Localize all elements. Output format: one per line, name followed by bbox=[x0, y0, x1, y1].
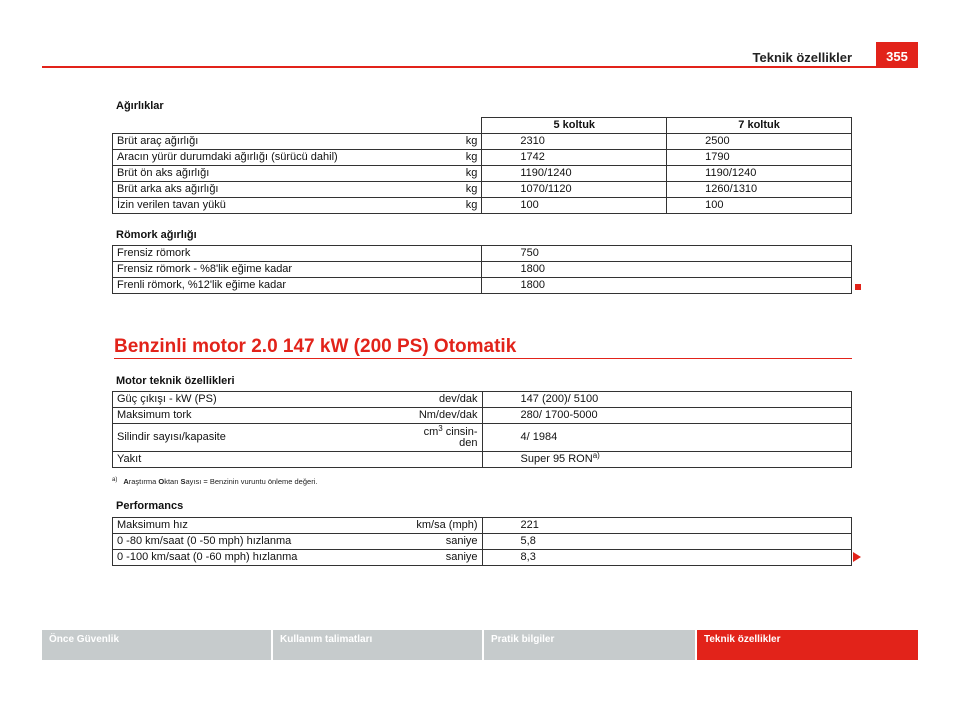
col-header-7-seat: 7 koltuk bbox=[667, 118, 852, 134]
row-label: Güç çıkışı - kW (PS) bbox=[117, 393, 217, 405]
unit-line-2: den bbox=[459, 436, 478, 449]
performance-label: Performancs bbox=[116, 500, 184, 512]
table-row bbox=[113, 550, 852, 566]
row-unit: dev/dak bbox=[439, 393, 478, 405]
row-label: Brüt arka aks ağırlığı bbox=[117, 183, 219, 195]
col-header-5-seat: 5 koltuk bbox=[482, 118, 667, 134]
value-5-seat: 100 bbox=[482, 198, 667, 214]
table-row bbox=[113, 424, 852, 452]
motor-label: Motor teknik özellikleri bbox=[116, 375, 235, 387]
continue-arrow-icon[interactable] bbox=[853, 552, 861, 562]
footnote-mark: a) bbox=[112, 477, 118, 483]
footnote-text: raştırma bbox=[128, 477, 159, 486]
row-value: 1800 bbox=[482, 262, 852, 278]
footnote-ref: a) bbox=[592, 451, 600, 460]
unit-cm: cm bbox=[423, 425, 439, 438]
footnote bbox=[112, 477, 317, 486]
value-5-seat: 1190/1240 bbox=[482, 166, 667, 182]
row-unit: kg bbox=[465, 199, 478, 211]
table-row bbox=[113, 150, 852, 166]
row-label: Frensiz römork bbox=[113, 246, 482, 262]
row-label-cell bbox=[113, 150, 482, 166]
row-unit: saniye bbox=[445, 535, 478, 547]
row-label-cell bbox=[113, 518, 483, 534]
row-unit: kg bbox=[465, 135, 478, 147]
table-row bbox=[113, 262, 852, 278]
footnote-bold: O bbox=[158, 477, 165, 486]
row-label: Silindir sayısı/kapasite bbox=[117, 431, 226, 443]
row-unit: kg bbox=[465, 151, 478, 163]
table-header-blank bbox=[113, 118, 482, 134]
table-row bbox=[113, 198, 852, 214]
trailer-label: Römork ağırlığı bbox=[116, 229, 197, 241]
row-label-cell bbox=[113, 182, 482, 198]
nav-tab-safety[interactable]: Önce Güvenlik bbox=[42, 630, 271, 660]
weights-label: Ağırlıklar bbox=[116, 100, 164, 112]
performance-table bbox=[112, 517, 852, 566]
value-7-seat: 100 bbox=[667, 198, 852, 214]
value-7-seat: 1790 bbox=[667, 150, 852, 166]
row-label: Frensiz römork - %8'lik eğime kadar bbox=[113, 262, 482, 278]
row-label: Brüt araç ağırlığı bbox=[117, 135, 199, 147]
value-7-seat: 1260/1310 bbox=[667, 182, 852, 198]
table-row bbox=[113, 182, 852, 198]
chapter-nav bbox=[42, 630, 918, 660]
row-value: 221 bbox=[482, 518, 851, 534]
row-value: 8,3 bbox=[482, 550, 851, 566]
section-end-square-icon bbox=[855, 284, 861, 290]
row-unit: km/sa (mph) bbox=[416, 519, 478, 531]
value-5-seat: 1070/1120 bbox=[482, 182, 667, 198]
row-unit bbox=[423, 423, 478, 449]
row-label-cell bbox=[113, 424, 483, 452]
row-label: İzin verilen tavan yükü bbox=[117, 199, 226, 211]
row-value: 1800 bbox=[482, 278, 852, 294]
value-5-seat: 1742 bbox=[482, 150, 667, 166]
row-label: Yakıt bbox=[113, 452, 483, 468]
table-row bbox=[113, 246, 852, 262]
nav-tab-practical-tips[interactable]: Pratik bilgiler bbox=[484, 630, 695, 660]
nav-tab-operating-instructions[interactable]: Kullanım talimatları bbox=[273, 630, 482, 660]
row-label: Maksimum tork bbox=[117, 409, 192, 421]
section-title: Teknik özellikler bbox=[752, 50, 852, 65]
row-label: Aracın yürür durumdaki ağırlığı (sürücü dahil) bbox=[117, 151, 338, 163]
trailer-table bbox=[112, 245, 852, 294]
row-value: Super 95 RON bbox=[520, 453, 593, 465]
header-rule bbox=[42, 66, 918, 68]
title-rule bbox=[114, 358, 852, 359]
value-7-seat: 1190/1240 bbox=[667, 166, 852, 182]
motor-table bbox=[112, 391, 852, 468]
row-value: 147 (200)/ 5100 bbox=[482, 392, 851, 408]
row-label-cell bbox=[113, 392, 483, 408]
table-row bbox=[113, 408, 852, 424]
table-header-row bbox=[113, 118, 852, 134]
footnote-bold: S bbox=[180, 477, 186, 486]
row-unit: kg bbox=[465, 183, 478, 195]
row-label: Brüt ön aks ağırlığı bbox=[117, 167, 210, 179]
footnote-text: ktan bbox=[164, 477, 181, 486]
row-value-cell bbox=[482, 452, 851, 468]
row-label: Maksimum hız bbox=[117, 519, 188, 531]
nav-tab-technical-specs[interactable]: Teknik özellikler bbox=[697, 630, 918, 660]
row-label: Frenli römork, %12'lik eğime kadar bbox=[113, 278, 482, 294]
row-label: 0 -100 km/saat (0 -60 mph) hızlanma bbox=[117, 551, 298, 563]
table-row bbox=[113, 134, 852, 150]
row-unit: Nm/dev/dak bbox=[418, 409, 478, 421]
value-5-seat: 2310 bbox=[482, 134, 667, 150]
table-row bbox=[113, 452, 852, 468]
weights-table bbox=[112, 117, 852, 214]
row-label-cell bbox=[113, 534, 483, 550]
row-label-cell bbox=[113, 198, 482, 214]
table-row bbox=[113, 166, 852, 182]
table-row bbox=[113, 518, 852, 534]
row-label-cell bbox=[113, 134, 482, 150]
table-row bbox=[113, 534, 852, 550]
row-label: 0 -80 km/saat (0 -50 mph) hızlanma bbox=[117, 535, 292, 547]
engine-section-title: Benzinli motor 2.0 147 kW (200 PS) Otomatik bbox=[114, 336, 517, 357]
value-7-seat: 2500 bbox=[667, 134, 852, 150]
unit-line-1: cinsin- bbox=[442, 425, 478, 438]
table-row bbox=[113, 278, 852, 294]
row-label-cell bbox=[113, 408, 483, 424]
unit-sup: 3 bbox=[438, 423, 443, 433]
footnote-text: ayısı = Benzinin vuruntu önleme değeri. bbox=[185, 477, 318, 486]
row-value: 5,8 bbox=[482, 534, 851, 550]
row-value: 750 bbox=[482, 246, 852, 262]
row-value: 280/ 1700-5000 bbox=[482, 408, 851, 424]
row-value: 4/ 1984 bbox=[482, 424, 851, 452]
row-label-cell bbox=[113, 550, 483, 566]
table-row bbox=[113, 392, 852, 408]
row-unit: kg bbox=[465, 167, 478, 179]
row-unit: saniye bbox=[445, 551, 478, 563]
page-number: 355 bbox=[876, 42, 918, 68]
footnote-bold: A bbox=[123, 477, 129, 486]
row-label-cell bbox=[113, 166, 482, 182]
